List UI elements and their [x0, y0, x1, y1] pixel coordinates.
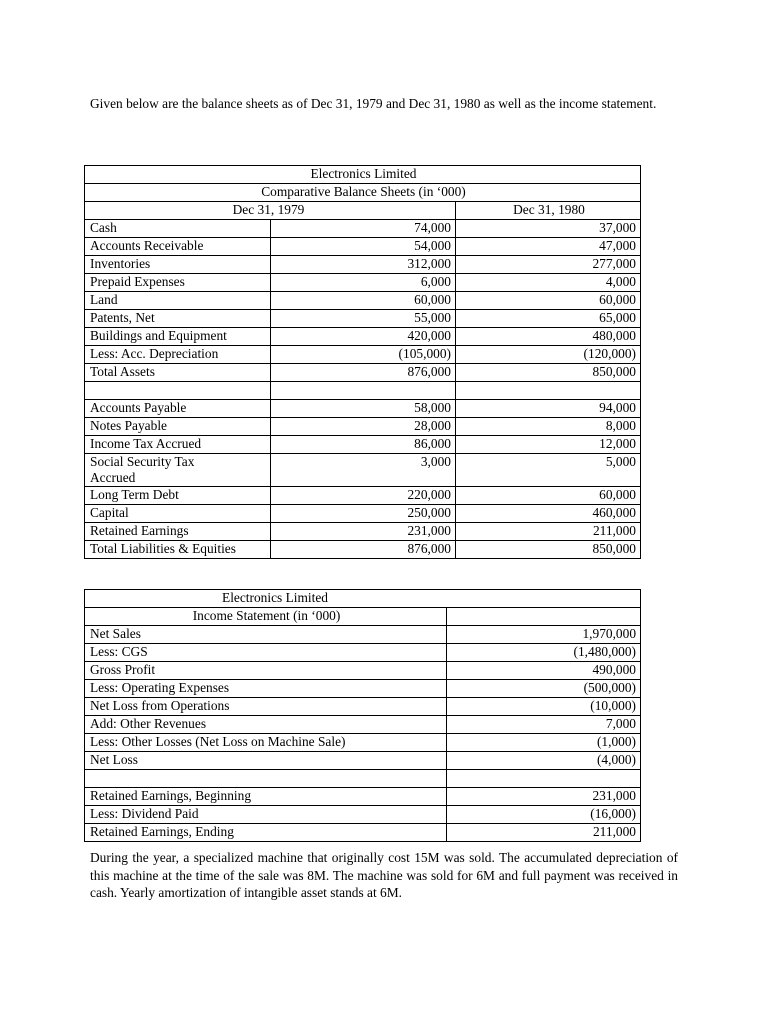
row-label: Inventories — [85, 256, 271, 274]
value-1979: 60,000 — [271, 292, 456, 310]
value-1980: 12,000 — [456, 436, 641, 454]
row-label: Accounts Payable — [85, 400, 271, 418]
row-label: Retained Earnings — [85, 523, 271, 541]
row-value: (500,000) — [447, 680, 641, 698]
balance-sheet-company: Electronics Limited — [85, 166, 641, 184]
value-1979: 6,000 — [271, 274, 456, 292]
row-value: (1,480,000) — [447, 644, 641, 662]
row-label: Less: Other Losses (Net Loss on Machine Sale) — [85, 734, 447, 752]
row-label: Total Liabilities & Equities — [85, 541, 271, 559]
row-label: Notes Payable — [85, 418, 271, 436]
value-1979: 54,000 — [271, 238, 456, 256]
value-1980: 60,000 — [456, 292, 641, 310]
row-label: Net Loss — [85, 752, 447, 770]
table-row — [85, 505, 641, 523]
column-header-1980: Dec 31, 1980 — [456, 202, 641, 220]
row-label: Net Sales — [85, 626, 447, 644]
row-value: (1,000) — [447, 734, 641, 752]
value-1979: 3,000 — [271, 454, 456, 487]
table-row — [85, 328, 641, 346]
value-1979: 250,000 — [271, 505, 456, 523]
row-value: 490,000 — [447, 662, 641, 680]
row-label: Retained Earnings, Beginning — [85, 788, 447, 806]
row-label: Social Security Tax Accrued — [85, 454, 271, 487]
table-row — [85, 274, 641, 292]
balance-sheet-subtitle: Comparative Balance Sheets (in ‘000) — [85, 184, 641, 202]
value-1980: 8,000 — [456, 418, 641, 436]
row-label: Less: Dividend Paid — [85, 806, 447, 824]
balance-sheet-table — [84, 165, 641, 559]
income-statement-subtitle: Income Statement (in ‘000) — [85, 608, 447, 626]
value-1980: 65,000 — [456, 310, 641, 328]
value-1979: 420,000 — [271, 328, 456, 346]
value-1980: (120,000) — [456, 346, 641, 364]
row-label: Total Assets — [85, 364, 271, 382]
value-1979: 58,000 — [271, 400, 456, 418]
table-row — [85, 220, 641, 238]
closing-paragraph: During the year, a specialized machine that originally cost 15M was sold. The accumulated depreciation of this machine at the time of the sale was 8M. The machine was sold for 6M and full payment was received in cash. Yearly amortization of intangible asset stands at 6M. — [90, 850, 678, 900]
value-1980: 47,000 — [456, 238, 641, 256]
table-row — [85, 716, 641, 734]
value-1979: (105,000) — [271, 346, 456, 364]
row-label: Cash — [85, 220, 271, 238]
row-label: Retained Earnings, Ending — [85, 824, 447, 842]
income-statement-table — [84, 589, 641, 842]
table-row — [85, 418, 641, 436]
value-1980: 4,000 — [456, 274, 641, 292]
table-row — [85, 626, 641, 644]
row-label: Capital — [85, 505, 271, 523]
row-label: Less: Acc. Depreciation — [85, 346, 271, 364]
value-1980: 480,000 — [456, 328, 641, 346]
row-label: Net Loss from Operations — [85, 698, 447, 716]
value-1980: 37,000 — [456, 220, 641, 238]
table-row — [85, 644, 641, 662]
row-label: Income Tax Accrued — [85, 436, 271, 454]
table-row — [85, 541, 641, 559]
row-label: Less: CGS — [85, 644, 447, 662]
column-header-1979: Dec 31, 1979 — [85, 202, 456, 220]
value-1980: 460,000 — [456, 505, 641, 523]
row-value: (16,000) — [447, 806, 641, 824]
value-1979: 231,000 — [271, 523, 456, 541]
row-label: Land — [85, 292, 271, 310]
value-1980: 5,000 — [456, 454, 641, 487]
value-1980: 94,000 — [456, 400, 641, 418]
value-1979: 876,000 — [271, 541, 456, 559]
row-value: 211,000 — [447, 824, 641, 842]
table-row — [85, 256, 641, 274]
row-label: Gross Profit — [85, 662, 447, 680]
value-1979: 312,000 — [271, 256, 456, 274]
value-1980: 850,000 — [456, 364, 641, 382]
table-row — [85, 487, 641, 505]
value-1979: 55,000 — [271, 310, 456, 328]
intro-paragraph: Given below are the balance sheets as of Dec 31, 1979 and Dec 31, 1980 as well as the income statement. — [90, 96, 657, 111]
row-value: (4,000) — [447, 752, 641, 770]
row-value: 231,000 — [447, 788, 641, 806]
row-label: Accounts Receivable — [85, 238, 271, 256]
value-1980: 211,000 — [456, 523, 641, 541]
value-1980: 277,000 — [456, 256, 641, 274]
table-row — [85, 310, 641, 328]
row-label: Prepaid Expenses — [85, 274, 271, 292]
spacer-row — [85, 382, 641, 400]
row-label: Buildings and Equipment — [85, 328, 271, 346]
row-value: 7,000 — [447, 716, 641, 734]
row-label: Patents, Net — [85, 310, 271, 328]
table-row — [85, 523, 641, 541]
row-value: (10,000) — [447, 698, 641, 716]
row-label: Add: Other Revenues — [85, 716, 447, 734]
value-1980: 850,000 — [456, 541, 641, 559]
table-row — [85, 824, 641, 842]
table-row — [85, 806, 641, 824]
table-row — [85, 734, 641, 752]
value-1979: 74,000 — [271, 220, 456, 238]
row-value: 1,970,000 — [447, 626, 641, 644]
value-1979: 28,000 — [271, 418, 456, 436]
row-label: Long Term Debt — [85, 487, 271, 505]
income-statement-company: Electronics Limited — [85, 590, 641, 608]
table-row — [85, 400, 641, 418]
value-1979: 876,000 — [271, 364, 456, 382]
table-row — [85, 662, 641, 680]
table-row — [85, 788, 641, 806]
table-row — [85, 292, 641, 310]
value-1979: 86,000 — [271, 436, 456, 454]
table-row — [85, 752, 641, 770]
value-1979: 220,000 — [271, 487, 456, 505]
table-row — [85, 364, 641, 382]
table-row — [85, 436, 641, 454]
table-row — [85, 454, 641, 487]
table-row — [85, 346, 641, 364]
row-label: Less: Operating Expenses — [85, 680, 447, 698]
table-row — [85, 238, 641, 256]
table-row — [85, 698, 641, 716]
value-1980: 60,000 — [456, 487, 641, 505]
table-row — [85, 680, 641, 698]
spacer-row — [85, 770, 641, 788]
